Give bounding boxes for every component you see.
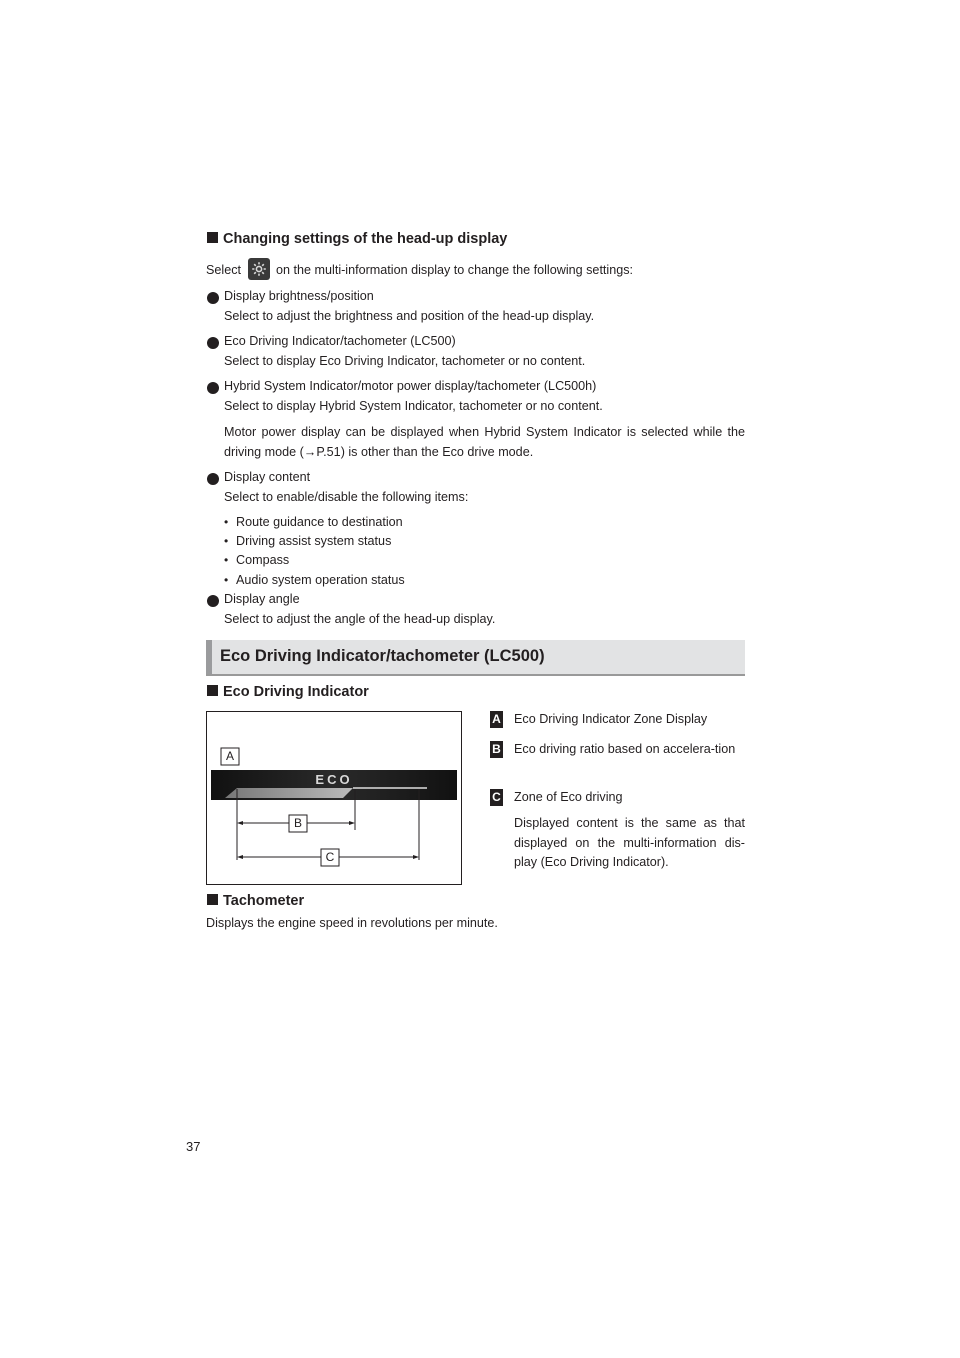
bullet-icon [207,337,219,349]
figure-label-c: C [325,850,335,864]
square-bullet-icon [207,232,218,243]
arrowhead-icon [413,855,419,859]
legend-text-a: Eco Driving Indicator Zone Display [514,712,708,726]
setting-item-hybrid-indicator: Hybrid System Indicator/motor power display/tachometer (LC500h) Select to display Hybrid System Indicator, tachometer or no content. [224,379,603,413]
setting-item-eco-indicator: Eco Driving Indicator/tachometer (LC500) Select to display Eco Driving Indicator, tachometer or no content. [224,334,586,368]
settings-heading: Changing settings of the head-up display [207,231,507,247]
arrowhead-icon [237,855,243,859]
subitem: Route guidance to destination [236,515,403,529]
legend-letter-b: B [490,741,503,758]
legend-note-c: Displayed content is the same as that displayed on the multi-information dis-play (Eco Driving Indicator). [514,816,745,869]
square-bullet-icon [207,894,218,905]
page-reference-link[interactable]: P.51 [316,444,341,459]
section-title: Eco Driving Indicator/tachometer (LC500) [220,647,545,665]
eco-indicator-figure [206,711,462,885]
legend-text-c: Zone of Eco driving [514,790,623,804]
setting-item-display-content: Display content Select to enable/disable the following items: [224,470,469,504]
arrow-right-icon: → [303,444,317,459]
tachometer-desc: Displays the engine speed in revolutions per minute. [206,916,498,930]
arrowhead-icon [237,821,243,825]
arrowhead-icon [349,821,355,825]
eco-heading: Eco Driving Indicator [207,684,369,700]
eco-text: ECO [315,772,353,787]
square-bullet-icon [207,685,218,696]
bullet-icon [207,595,219,607]
dot-bullet: • [224,534,229,548]
subitem: Audio system operation status [236,573,405,587]
figure-label-a: A [225,749,234,763]
legend-text-b: Eco driving ratio based on accelera-tion [514,742,736,756]
setting-item-brightness: Display brightness/position Select to adjust the brightness and position of the head-up display. [224,289,595,323]
figure-label-b: B [293,816,302,830]
legend-letter-a: A [490,711,503,728]
subitem: Driving assist system status [236,534,392,548]
section-bar [206,640,212,674]
dot-bullet: • [224,515,229,529]
tachometer-heading: Tachometer [207,893,304,909]
dot-bullet: • [224,553,229,567]
subitem: Compass [236,553,290,567]
hybrid-note: Motor power display can be displayed when Hybrid System Indicator is selected while the driving mode (→P.51) is other than the Eco drive mode. [224,425,745,459]
page-number: 37 [186,1139,201,1154]
dot-bullet: • [224,573,229,587]
select-instruction: Select on the multi-information display to change the following settings: [206,258,766,281]
bullet-icon [207,292,219,304]
section-header [206,640,745,676]
bullet-icon [207,473,219,485]
settings-gear-icon [248,258,270,280]
eco-ratio-fill [225,788,353,798]
setting-item-display-angle: Display angle Select to adjust the angle of the head-up display. [224,592,496,626]
legend-letter-c: C [490,789,503,806]
bullet-icon [207,382,219,394]
